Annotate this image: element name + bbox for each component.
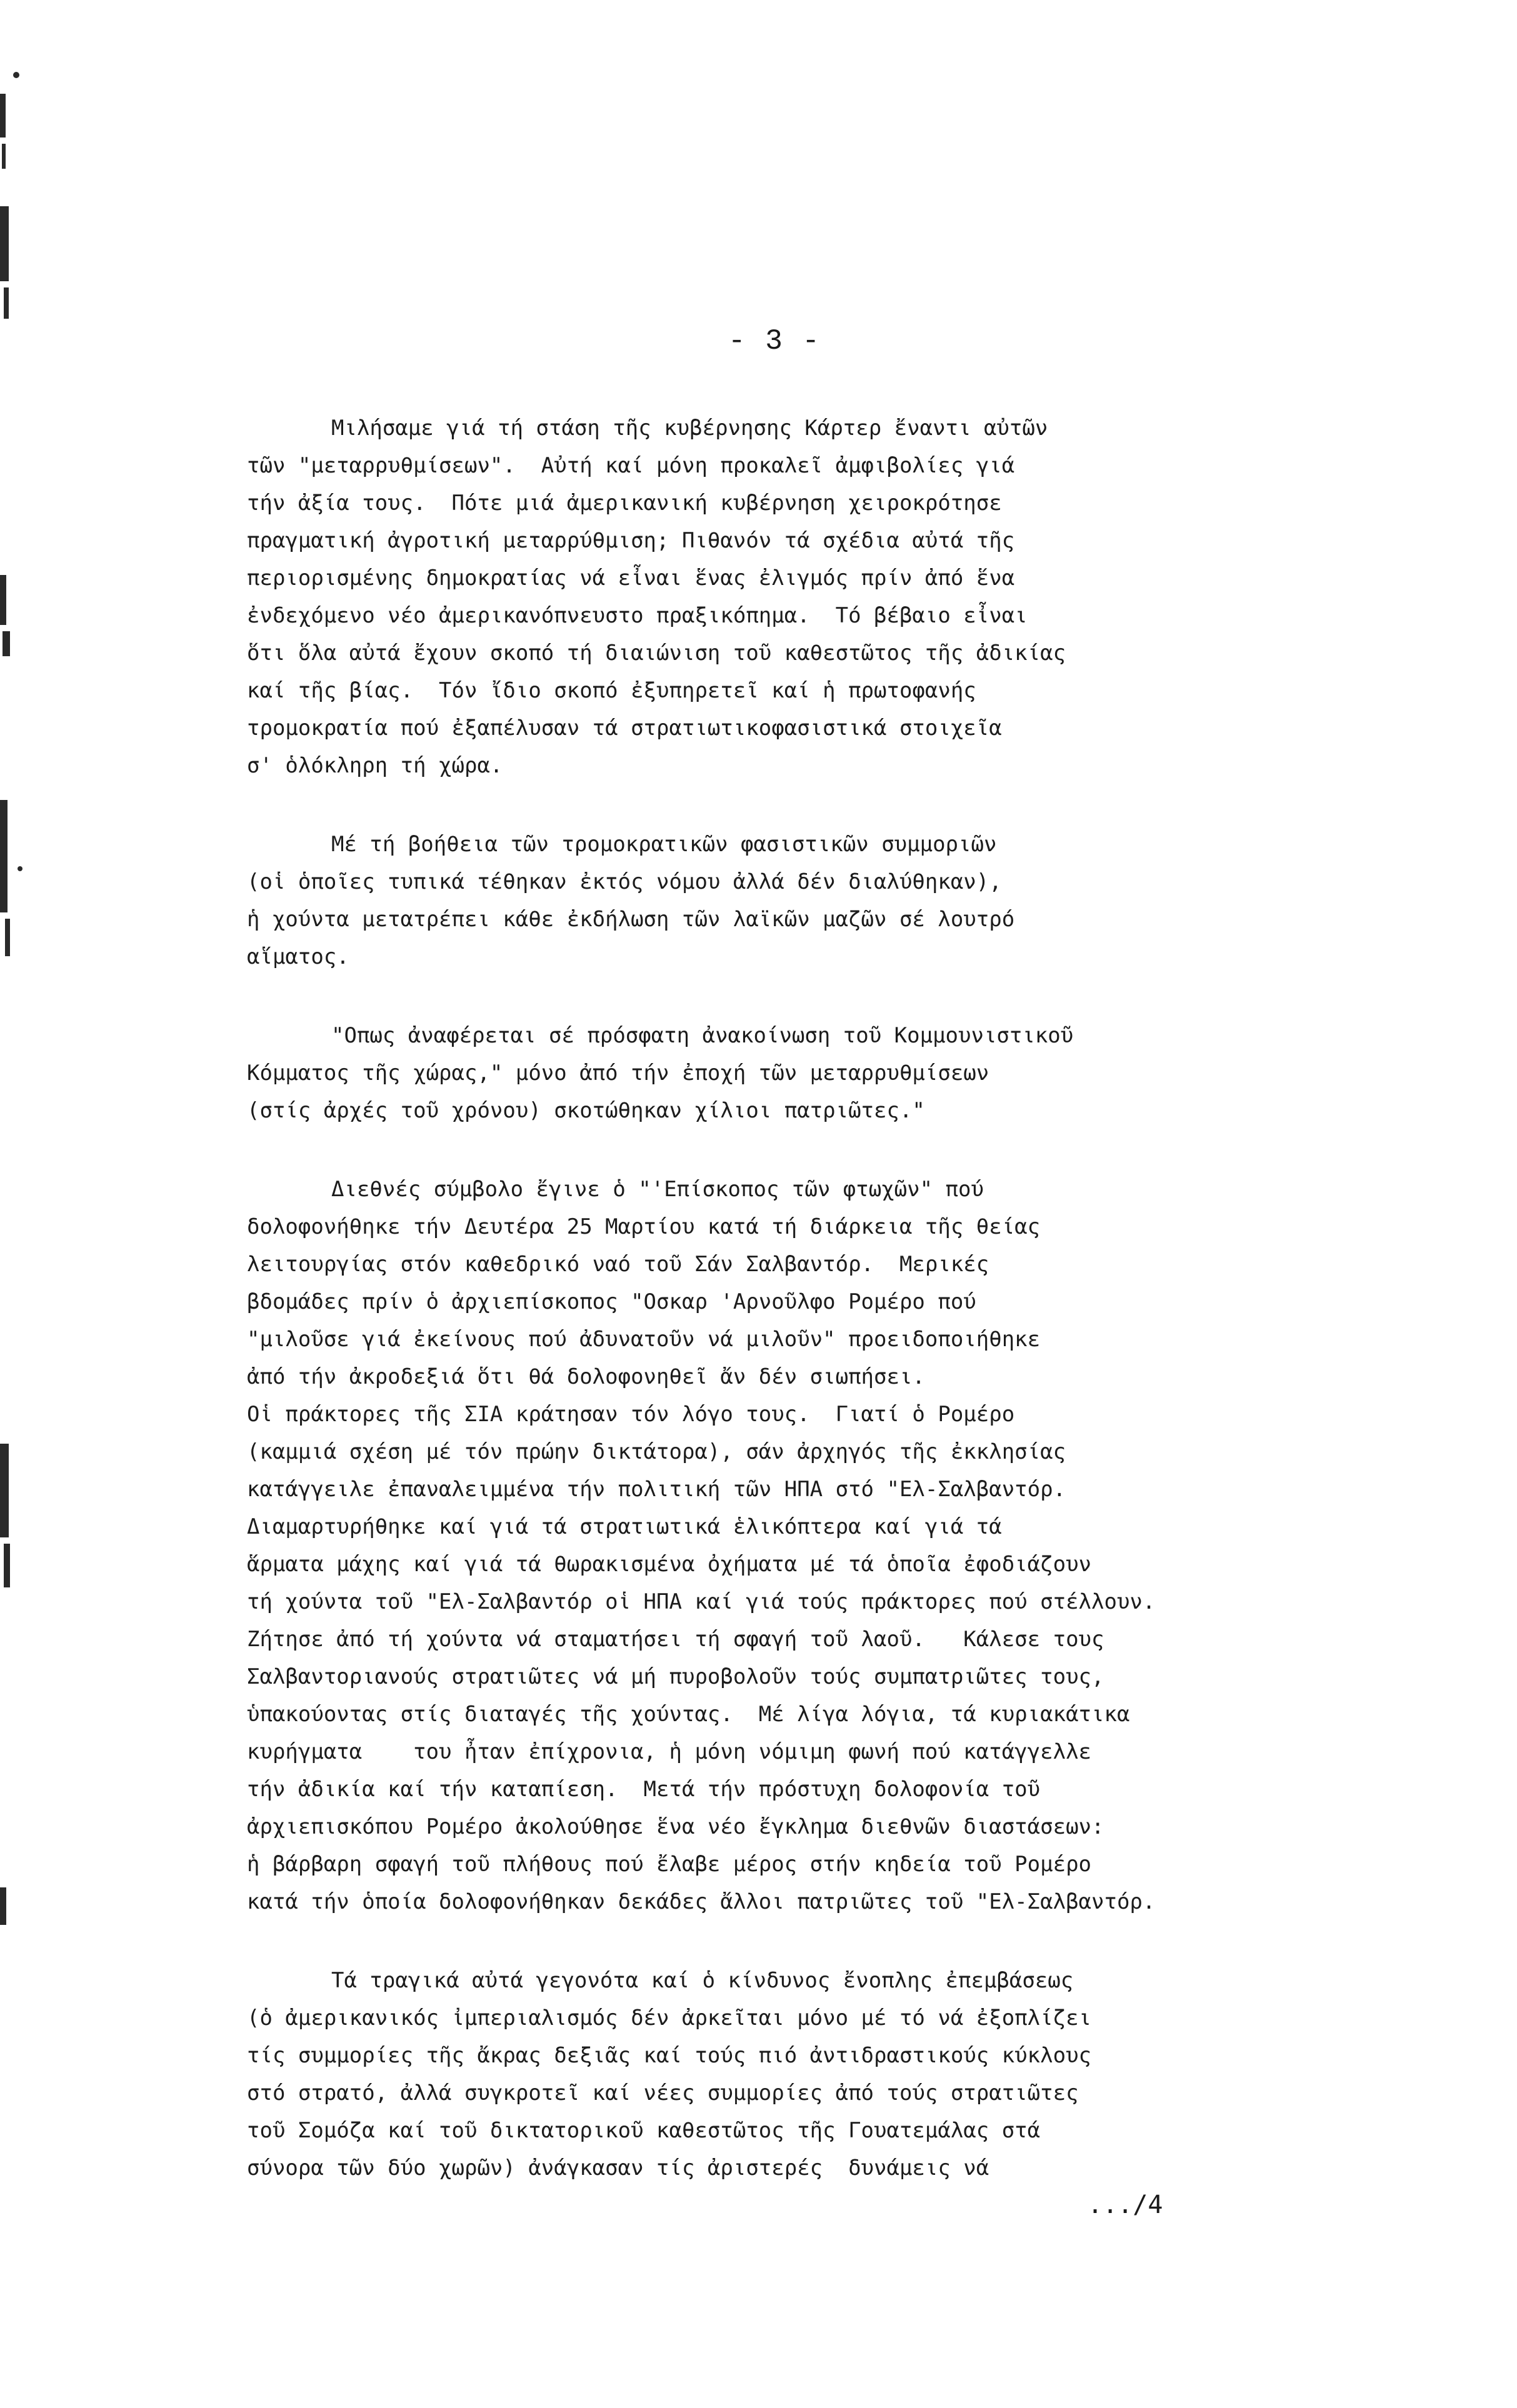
text-line: κατά τήν ὁποία δολοφονήθηκαν δεκάδες ἄλλοι πατριῶτες τοῦ "Ελ-Σαλβαντόρ. (247, 1889, 1156, 1914)
text-line: (καμμιά σχέση μέ τόν πρώην δικτάτορα), σάν ἀρχηγός τῆς ἐκκλησίας (247, 1439, 1066, 1464)
text-line: τρομοκρατία πού ἐξαπέλυσαν τά στρατιωτικοφασιστικά στοιχεῖα (247, 716, 1002, 741)
text-line: (οἱ ὁποῖες τυπικά τέθηκαν ἐκτός νόμου ἀλλά δέν διαλύθηκαν), (247, 869, 1002, 894)
continuation-mark: .../4 (1088, 2191, 1163, 2219)
paragraph-4 (247, 1171, 1372, 1921)
text-line: ἡ χούντα μετατρέπει κάθε ἐκδήλωση τῶν λαϊκῶν μαζῶν σέ λουτρό (247, 907, 1015, 932)
text-line: Μέ τή βοήθεια τῶν τρομοκρατικῶν φασιστικῶν συμμοριῶν (331, 832, 997, 857)
text-line: Τά τραγικά αὐτά γεγονότα καί ὁ κίνδυνος ἔνοπλης ἐπεμβάσεως (331, 1968, 1074, 1993)
page-number: - 3 - (728, 325, 821, 357)
text-line: Διεθνές σύμβολο ἔγινε ὁ "'Επίσκοπος τῶν φτωχῶν" πού (331, 1177, 984, 1202)
text-line: ὅτι ὅλα αὐτά ἔχουν σκοπό τή διαιώνιση τοῦ καθεστῶτος τῆς ἀδικίας (247, 641, 1066, 666)
text-line: Διαμαρτυρήθηκε καί γιά τά στρατιωτικά ἑλικόπτερα καί γιά τά (247, 1514, 1002, 1539)
text-line: αἵματος. (247, 944, 349, 969)
paragraph-3 (247, 1017, 1372, 1129)
text-line: καί τῆς βίας. Τόν ἴδιο σκοπό ἐξυπηρετεῖ καί ἡ πρωτοφανής (247, 678, 976, 703)
text-line: περιορισμένης δημοκρατίας νά εἶναι ἕνας ἐλιγμός πρίν ἀπό ἕνα (247, 566, 1015, 591)
text-line: "μιλοῦσε γιά ἐκείνους πού ἀδυνατοῦν νά μιλοῦν" προειδοποιήθηκε (247, 1327, 1041, 1352)
document-body (247, 409, 1372, 2228)
text-line: ὑπακούοντας στίς διαταγές τῆς χούντας. Μέ λίγα λόγια, τά κυριακάτικα (247, 1702, 1130, 1727)
text-line: πραγματική ἀγροτική μεταρρύθμιση; Πιθανόν τά σχέδια αὐτά τῆς (247, 528, 1015, 553)
text-line: ἀπό τήν ἀκροδεξιά ὅτι θά δολοφονηθεῖ ἄν δέν σιωπήσει. (247, 1364, 925, 1389)
text-line: λειτουργίας στόν καθεδρικό ναό τοῦ Σάν Σαλβαντόρ. Μερικές (247, 1252, 989, 1277)
text-line: (στίς ἀρχές τοῦ χρόνου) σκοτώθηκαν χίλιοι πατριῶτες." (247, 1098, 925, 1123)
text-line: Ζήτησε ἀπό τή χούντα νά σταματήσει τή σφαγή τοῦ λαοῦ. Κάλεσε τους (247, 1627, 1104, 1652)
text-line: κατάγγειλε ἐπαναλειμμένα τήν πολιτική τῶν ΗΠΑ στό "Ελ-Σαλβαντόρ. (247, 1477, 1066, 1502)
text-line: Μιλήσαμε γιά τή στάση τῆς κυβέρνησης Κάρτερ ἔναντι αὐτῶν (331, 416, 1048, 441)
text-line: στό στρατό, ἀλλά συγκροτεῖ καί νέες συμμορίες ἀπό τούς στρατιῶτες (247, 2081, 1079, 2106)
paragraph-1 (247, 409, 1372, 784)
text-line: τίς συμμορίες τῆς ἄκρας δεξιᾶς καί τούς πιό ἀντιδραστικούς κύκλους (247, 2043, 1092, 2068)
text-line: τήν ἀξία τους. Πότε μιά ἀμερικανική κυβέρνηση χειροκρότησε (247, 491, 1002, 516)
text-line: Οἱ πράκτορες τῆς ΣΙΑ κράτησαν τόν λόγο τους. Γιατί ὁ Ρομέρο (247, 1402, 1015, 1427)
text-line: ἡ βάρβαρη σφαγή τοῦ πλήθους πού ἔλαβε μέρος στήν κηδεία τοῦ Ρομέρο (247, 1852, 1092, 1877)
text-line: Κόμματος τῆς χώρας," μόνο ἀπό τήν ἐποχή τῶν μεταρρυθμίσεων (247, 1061, 989, 1086)
text-line: ἐνδεχόμενο νέο ἀμερικανόπνευστο πραξικόπημα. Τό βέβαιο εἶναι (247, 603, 1028, 628)
paragraph-5 (247, 1962, 1372, 2187)
paragraph-2 (247, 826, 1372, 976)
text-line: τῶν "μεταρρυθμίσεων". Αὐτή καί μόνη προκαλεῖ ἀμφιβολίες γιά (247, 453, 1015, 478)
text-line: ἅρματα μάχης καί γιά τά θωρακισμένα ὀχήματα μέ τά ὁποῖα ἐφοδιάζουν (247, 1552, 1092, 1577)
text-line: (ὁ ἀμερικανικός ἰμπεριαλισμός δέν ἀρκεῖται μόνο μέ τό νά ἐξοπλίζει (247, 2006, 1092, 2031)
text-line: τοῦ Σομόζα καί τοῦ δικτατορικοῦ καθεστῶτος τῆς Γουατεμάλας στά (247, 2118, 1041, 2143)
text-line: δολοφονήθηκε τήν Δευτέρα 25 Μαρτίου κατά τή διάρκεια τῆς θείας (247, 1214, 1041, 1239)
text-line: ἀρχιεπισκόπου Ρομέρο ἀκολούθησε ἕνα νέο ἔγκλημα διεθνῶν διαστάσεων: (247, 1814, 1104, 1839)
text-line: βδομάδες πρίν ὁ ἀρχιεπίσκοπος "Οσκαρ 'Αρνοῦλφο Ρομέρο πού (247, 1289, 976, 1314)
text-line: κυρήγματα του ἦταν ἐπίχρονια, ἡ μόνη νόμιμη φωνή πού κατάγγελλε (247, 1739, 1092, 1764)
text-line: τήν ἀδικία καί τήν καταπίεση. Μετά τήν πρόστυχη δολοφονία τοῦ (247, 1777, 1041, 1802)
scan-edge-marks (0, 0, 44, 2408)
text-line: "Οπως ἀναφέρεται σέ πρόσφατη ἀνακοίνωση τοῦ Κομμουνιστικοῦ (331, 1023, 1074, 1048)
text-line: τή χούντα τοῦ "Ελ-Σαλβαντόρ οἱ ΗΠΑ καί γιά τούς πράκτορες πού στέλλουν. (247, 1589, 1156, 1614)
text-line: Σαλβαντοριανούς στρατιῶτες νά μή πυροβολοῦν τούς συμπατριῶτες τους, (247, 1664, 1104, 1689)
text-line: σύνορα τῶν δύο χωρῶν) ἀνάγκασαν τίς ἀριστερές δυνάμεις νά (247, 2156, 989, 2181)
text-line: σ' ὁλόκληρη τή χώρα. (247, 753, 503, 778)
